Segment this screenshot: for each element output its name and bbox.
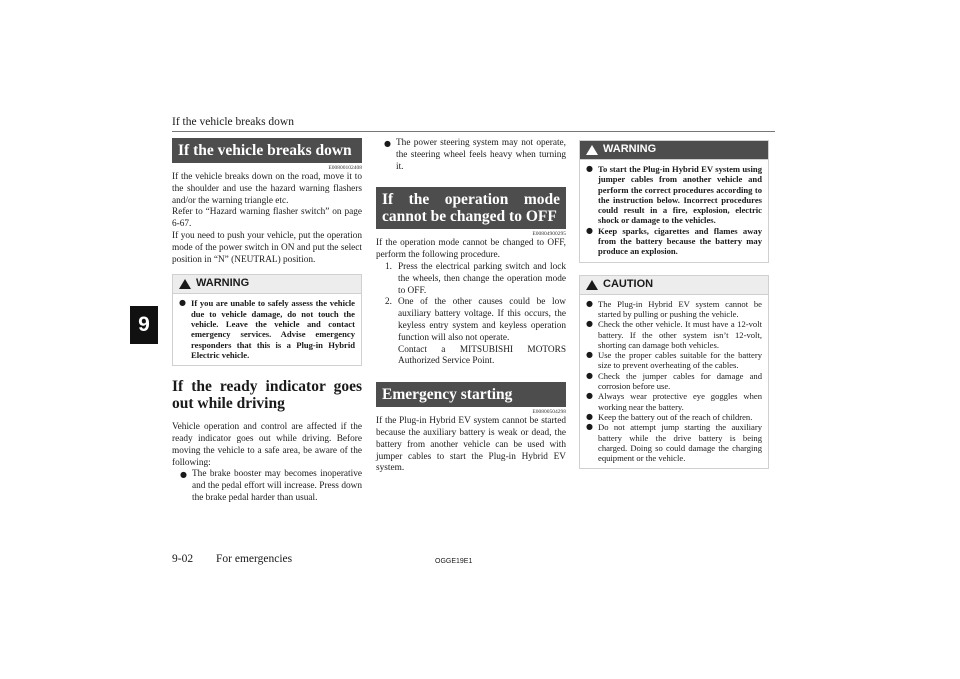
warning-label: WARNING bbox=[603, 143, 657, 156]
caution-label: CAUTION bbox=[603, 277, 654, 290]
warning-item: ● If you are unable to safely assess the vehicle due to vehicle damage, do not touch the vehicle. Leave the vehicle and contact emergency services. Advise emergency responders that this is a Plug-in Hybrid Electric vehicle. bbox=[179, 298, 355, 360]
bullet-icon: ● bbox=[586, 350, 593, 360]
column-2 bbox=[376, 138, 566, 475]
running-head: If the vehicle breaks down bbox=[172, 116, 294, 128]
bullet-icon: ● bbox=[179, 298, 186, 308]
list-item: ● The power steering system may not operate, the steering wheel feels heavy when turning it. bbox=[384, 138, 566, 172]
bullet-icon: ● bbox=[586, 164, 593, 173]
bullet-icon: ● bbox=[384, 139, 391, 148]
warning-label: WARNING bbox=[196, 277, 250, 290]
section-heading-ready-indicator: If the ready indicator goes out while driving bbox=[172, 378, 362, 413]
warning-icon bbox=[586, 145, 598, 155]
section-heading-breaks-down: If the vehicle breaks down bbox=[172, 138, 362, 163]
warning-item: ● Keep sparks, cigarettes and flames away from the battery because the battery may produce an explosion. bbox=[586, 225, 762, 257]
bullet-icon: ● bbox=[586, 370, 593, 380]
bullet-icon: ● bbox=[586, 411, 593, 421]
warning-header bbox=[580, 141, 768, 160]
warning-box bbox=[579, 140, 769, 263]
caution-header bbox=[580, 276, 768, 295]
list-item: 1. Press the electrical parking switch and lock the wheels, then change the operation mode to OFF. bbox=[385, 261, 566, 296]
warning-header bbox=[173, 275, 361, 294]
caution-item: ● Check the other vehicle. It must have a 12-volt battery. If the other system isn’t 12-volt, shorting can damage both vehicles. bbox=[586, 319, 762, 350]
paragraph: If the operation mode cannot be changed to OFF, perform the following procedure. bbox=[376, 238, 566, 261]
paragraph: Vehicle operation and control are affected if the ready indicator goes out while driving. Before moving the vehicle to a safe area, be aware of the following: bbox=[172, 422, 362, 468]
section-heading-operation-mode: If the operation mode cannot be changed to OFF bbox=[376, 187, 566, 229]
document-code: OGGE19E1 bbox=[435, 558, 473, 565]
bullet-icon: ● bbox=[586, 298, 593, 308]
caution-icon bbox=[586, 280, 598, 290]
list-item-continued: Contact a MITSUBISHI MOTORS Authorized Service Point. bbox=[398, 344, 566, 367]
warning-icon bbox=[179, 279, 191, 289]
section-code: E00800102408 bbox=[328, 165, 362, 171]
bullet-icon: ● bbox=[586, 225, 593, 235]
section-heading-emergency-starting: Emergency starting bbox=[376, 382, 566, 407]
caution-box bbox=[579, 275, 769, 470]
bullet-icon: ● bbox=[586, 391, 593, 401]
list-item: ● The brake booster may becomes inoperative and the pedal effort will increase. Press down the brake pedal harder than usual. bbox=[180, 469, 362, 503]
page-number: 9-02 bbox=[172, 553, 194, 565]
section-code: E00804900295 bbox=[532, 231, 566, 238]
warning-item: ● To start the Plug-in Hybrid EV system using jumper cables from another vehicle and perform the correct procedures according to the instruction below. Incorrect procedures could result in a fire, explosion, electric shock or damage to the vehicles. bbox=[586, 164, 762, 226]
section-code: E00800504298 bbox=[532, 409, 566, 416]
list-item: 2. One of the other causes could be low auxiliary battery voltage. If this occurs, the keyless entry system and keyless operation function will also not operate. bbox=[385, 297, 566, 343]
paragraph: Refer to “Hazard warning flasher switch” on page 6-67. bbox=[172, 207, 362, 230]
bullet-icon: ● bbox=[180, 470, 187, 480]
caution-item: ● Use the proper cables suitable for the battery size to prevent overheating of the cables. bbox=[586, 350, 762, 371]
warning-box bbox=[172, 274, 362, 366]
paragraph: If the Plug-in Hybrid EV system cannot be started because the auxiliary battery is weak or dead, the battery from another vehicle can be used with jumper cables to start the Plug-in Hybrid EV system. bbox=[376, 416, 566, 474]
caution-item: ● Always wear protective eye goggles when working near the battery. bbox=[586, 391, 762, 412]
column-3 bbox=[579, 140, 769, 469]
paragraph: If the vehicle breaks down on the road, move it to the shoulder and use the hazard warning flashers and/or the warning triangle etc. bbox=[172, 172, 362, 206]
caution-item: ● Check the jumper cables for damage and corrosion before use. bbox=[586, 370, 762, 392]
bullet-icon: ● bbox=[586, 319, 593, 329]
paragraph: If you need to push your vehicle, put the operation mode of the power switch in ON and put the select position in “N” (NEUTRAL) position. bbox=[172, 230, 362, 265]
caution-item: ● Keep the battery out of the reach of children. bbox=[586, 411, 753, 422]
caution-item: ● The Plug-in Hybrid EV system cannot be started by pulling or pushing the vehicle. bbox=[586, 298, 762, 319]
section-name: For emergencies bbox=[216, 553, 293, 565]
bullet-icon: ● bbox=[586, 422, 593, 432]
chapter-tab: 9 bbox=[130, 306, 158, 344]
column-1 bbox=[172, 138, 362, 505]
caution-item: ● Do not attempt jump starting the auxiliary battery while the drive battery is being charged. Doing so could damage the charging equipment or the vehicle. bbox=[586, 422, 762, 464]
header-rule bbox=[172, 131, 775, 132]
